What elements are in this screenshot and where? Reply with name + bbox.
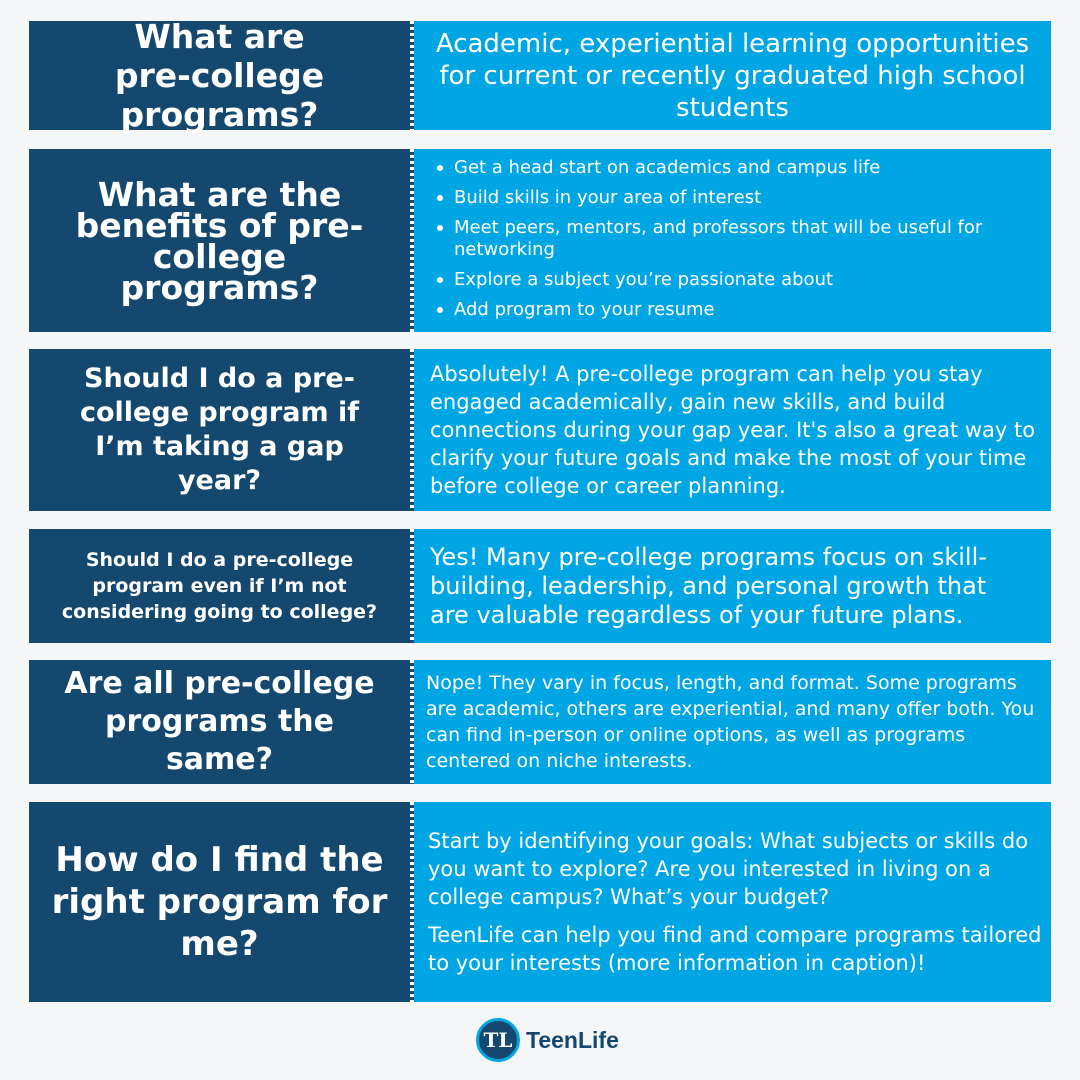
faq-row-6 — [29, 802, 1051, 1002]
faq-row-3 — [29, 349, 1051, 511]
answer — [414, 660, 1051, 784]
answer — [414, 349, 1051, 511]
teenlife-logo-text: TeenLife — [526, 1026, 619, 1053]
teenlife-logo — [476, 1017, 619, 1063]
faq-row-5 — [29, 660, 1051, 784]
answer-text: Academic, experiential learning opportunities for current or recently graduated high school students — [435, 28, 1030, 123]
answer-text: Absolutely! A pre-college program can help you stay engaged academically, gain new skills, and build connections during your gap year. It's also a great way to clarify your future goals and make the most of your time before college or career planning. — [430, 362, 1036, 498]
faq-row-1 — [29, 17, 1051, 134]
list-item: Add program to your resume — [454, 299, 1023, 321]
question: How do I find the right program for me? — [29, 802, 410, 1002]
question: What are pre-college programs? — [29, 21, 410, 130]
teenlife-logo-icon: TL — [476, 1018, 520, 1062]
list-item: Get a head start on academics and campus life — [454, 157, 1023, 179]
answer — [414, 529, 1051, 643]
answer — [414, 802, 1051, 1002]
question: Are all pre-college programs the same? — [29, 660, 410, 784]
list-item: Explore a subject you’re passionate about — [454, 269, 1023, 291]
answer-text: Nope! They vary in focus, length, and format. Some programs are academic, others are experiential, and many offer both. You can find in-person or online options, as well as programs centered on niche interests. — [426, 672, 1035, 772]
question: Should I do a pre-college program if I’m taking a gap year? — [29, 349, 410, 511]
question: Should I do a pre-college program even if I’m not considering going to college? — [29, 529, 410, 643]
answer-text: Yes! Many pre-college programs focus on skill-building, leadership, and personal growth that are valuable regardless of your future plans. — [430, 542, 987, 629]
question: What are the benefits of pre-college programs? — [29, 149, 410, 332]
answer — [414, 21, 1051, 130]
faq-row-2 — [29, 149, 1051, 332]
list-item: Meet peers, mentors, and professors that will be useful for networking — [454, 217, 1023, 261]
list-item: Build skills in your area of interest — [454, 187, 1023, 209]
benefits-list — [414, 153, 1023, 329]
answer — [414, 149, 1051, 332]
faq-row-4 — [29, 529, 1051, 643]
answer-text: TeenLife can help you find and compare programs tailored to your interests (more information in caption)! — [428, 923, 1042, 975]
answer-text: Start by identifying your goals: What subjects or skills do you want to explore? Are you interested in living on a college campus? What’s your budget? — [428, 829, 1029, 909]
